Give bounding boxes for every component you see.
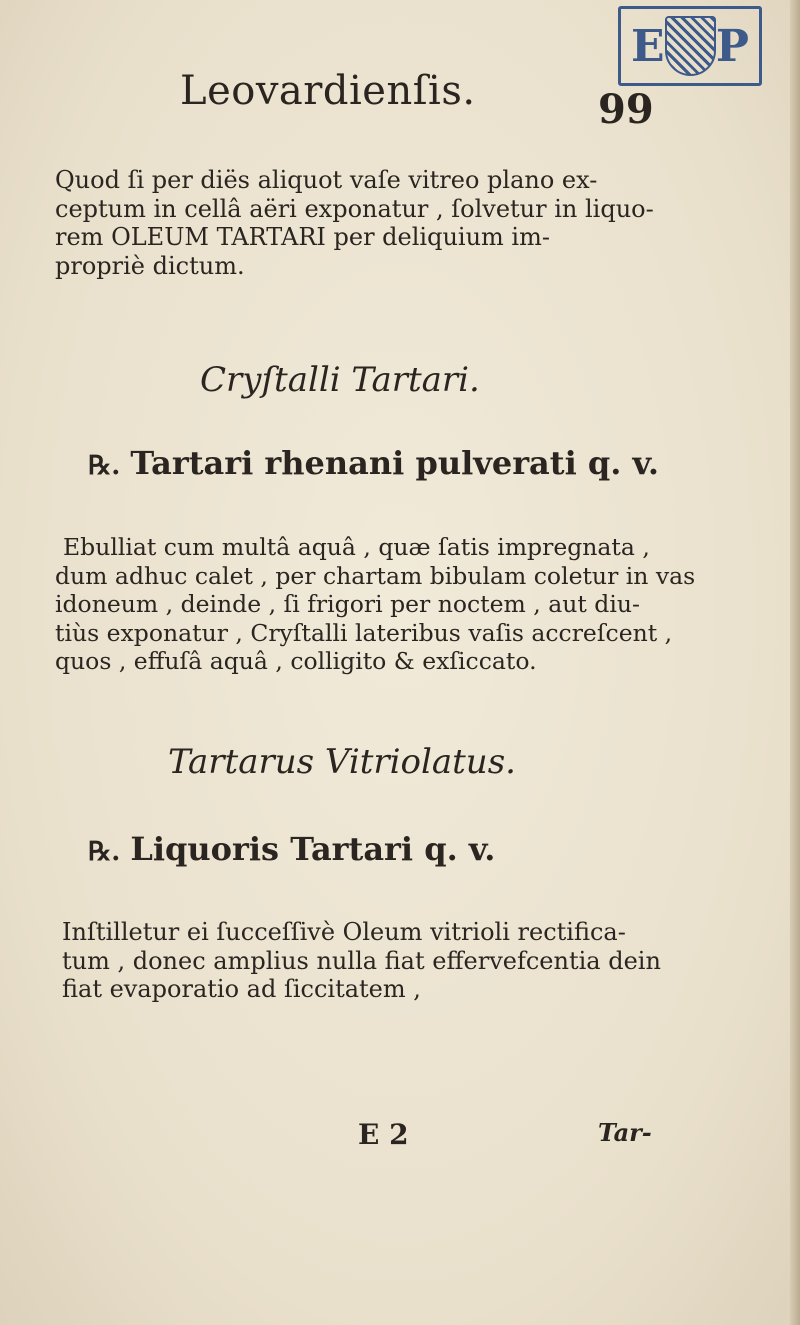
page-number: 99 [598, 86, 654, 133]
text-line: Quod ſi per diës aliquot vaſe vitreo plano ex- [55, 166, 598, 194]
stamp-letter-p: P [715, 20, 749, 72]
recipe-line-1 [88, 444, 659, 482]
text-line: tum , donec amplius nulla fiat effervefcentia dein [62, 946, 661, 975]
paragraph-oleum-tartari [55, 166, 745, 280]
text-line: idoneum , deinde , ſi frigori per noctem , aut diu- [55, 590, 640, 618]
text-line: ceptum in cellâ aëri exponatur , ſolvetur in liquo- [55, 194, 654, 223]
section-title-tartarus: Tartarus Vitriolatus. [168, 742, 516, 782]
text-line: Ebulliat cum multâ aquâ , quæ ſatis impregnata , [63, 533, 650, 561]
text-line: tiùs exponatur , Cryſtalli lateribus vaſis accreſcent , [55, 618, 673, 647]
recipe-symbol: ℞. [88, 451, 121, 481]
running-head: Leovardienſis. [180, 68, 476, 114]
paragraph-ebulliat [55, 533, 745, 676]
text-line: propriè dictum. [55, 251, 245, 280]
recipe-line-2 [88, 830, 495, 868]
text-line: fiat evaporatio ad ſiccitatem , [62, 975, 421, 1003]
recipe-text: Tartari rhenani pulverati q. v. [130, 444, 660, 482]
text-line: dum adhuc calet , per chartam bibulam coletur in vas [55, 561, 696, 590]
page-edge [790, 0, 800, 1325]
paragraph-inſtilletur [62, 918, 752, 1004]
section-title-cryſtalli: Cryſtalli Tartari. [200, 360, 480, 400]
library-stamp [618, 6, 762, 86]
text-line: rem OLEUM TARTARI per deliquium im- [55, 223, 550, 251]
stamp-letters: E [631, 20, 665, 72]
catchword: Tar- [598, 1118, 652, 1147]
text-line: Inſtilletur ei ſucceſſivè Oleum vitrioli rectifica- [62, 918, 626, 946]
signature-mark: E 2 [358, 1118, 409, 1151]
text-line: quos , effuſâ aquâ , colligito & exſiccato. [55, 647, 537, 675]
recipe-text: Liquoris Tartari q. v. [130, 830, 496, 868]
stamp-crest-icon [665, 16, 716, 76]
recipe-symbol: ℞. [88, 837, 121, 867]
